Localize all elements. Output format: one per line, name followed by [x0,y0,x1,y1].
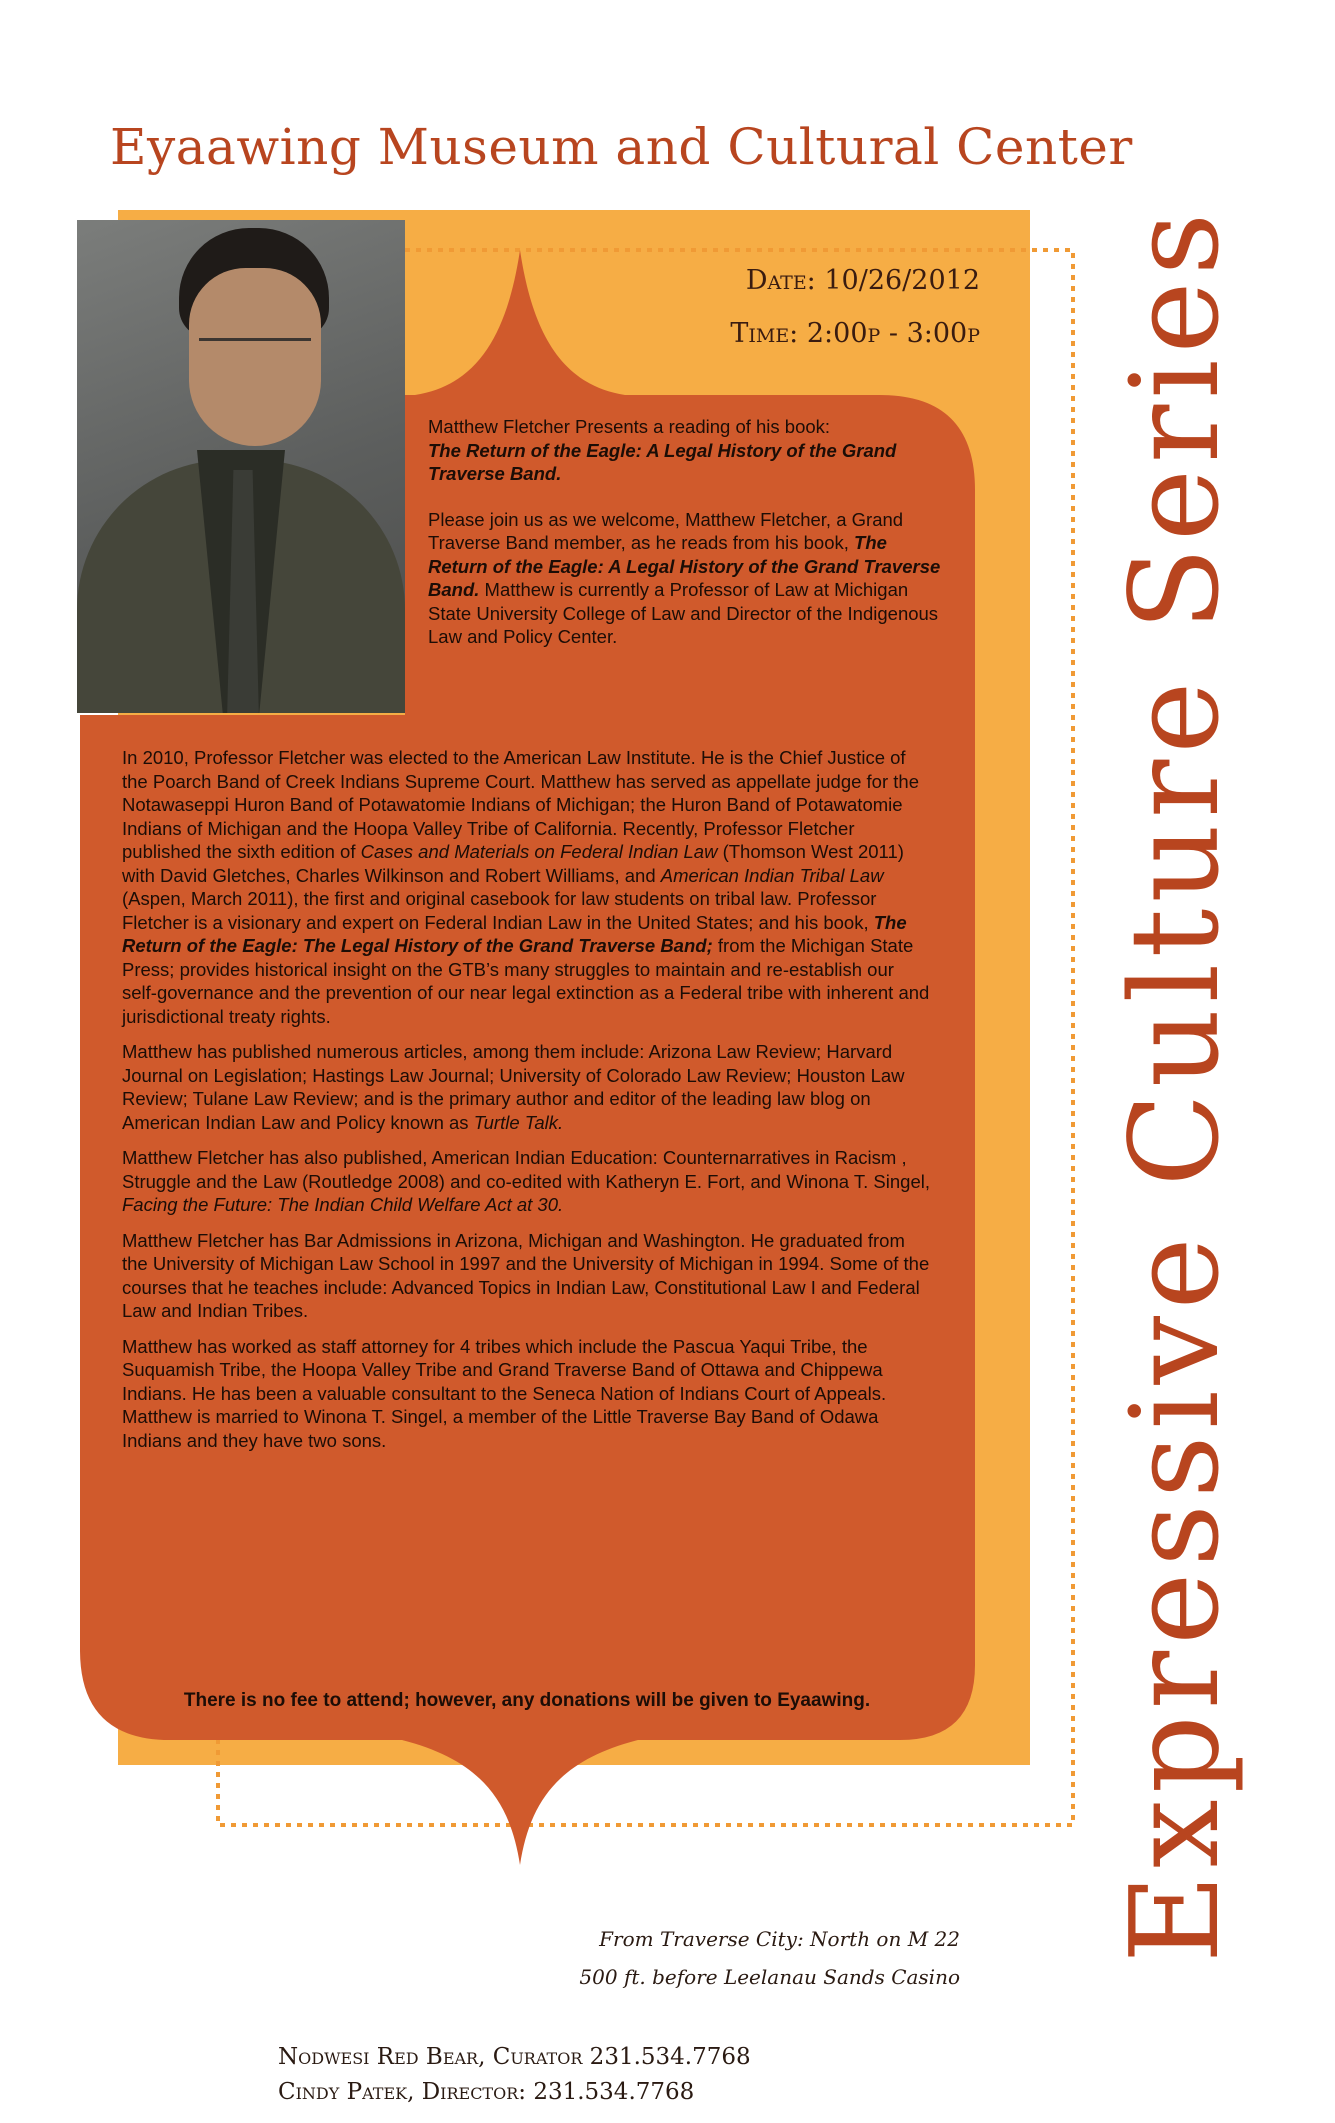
bio-paragraph-1: In 2010, Professor Fletcher was elected to the American Law Institute. He is the Chief Justice of the Poarch Band of Creek Indians Supreme Court. Matthew has served as appellate judge for the Notawaseppi Huron Band of Potawatomie Indians of Michigan; the Huron Band of Potawatomie Indians of Michigan and the Hoopa Valley Tribe of California. Recently, Professor Fletcher published the sixth edition of Cases and Materials on Federal Indian Law (Thomson West 2011) with David Gletches, Charles Wilkinson and Robert Williams, and American Indian Tribal Law (Aspen, March 2011), the first and original casebook for law students on tribal law. Professor Fletcher is a visionary and expert on Federal Indian Law in the United States; and his book, The Return of the Eagle: The Legal History of the Grand Traverse Band; from the Michigan State Press; provides historical insight on the GTB’s many struggles to maintain and re-establish our self-governance and the prevention of our near legal extinction as a Federal tribe with inherent and jurisdictional treaty rights. [122,747,930,1027]
directions [560,1920,960,1996]
contacts [278,2040,751,2110]
bio-paragraph-2: Matthew has published numerous articles, among them include: Arizona Law Review; Harvard Journal on Legislation; Hastings Law Journal; University of Colorado Law Review; Houston Law Review; Tulane Law Review; and is the primary author and editor of the leading law blog on American Indian Law and Policy known as Turtle Talk. [122,1041,905,1133]
director-contact: Cindy Patek, Director: 231.534.7768 [278,2079,695,2105]
event-time: Time: 2:00p - 3:00p [730,318,980,349]
intro-text [428,415,950,671]
fee-notice: There is no fee to attend; however, any donations will be given to Eyaawing. [183,1690,871,1711]
series-title: Expressive Culture Series [1104,206,1246,1964]
event-date: Date: 10/26/2012 [745,265,980,296]
bio-paragraph-3: Matthew Fletcher has also published, American Indian Education: Counternarratives in Racism , Struggle and the Law (Routledge 2008) and co-edited with Katheryn E. Fort, and Winona T. Singel, Facing the Future: The Indian Child Welfare Act at 30. [122,1147,930,1215]
intro-paragraph-1: Matthew Fletcher Presents a reading of his book: The Return of the Eagle: A Legal History of the Grand Traverse Band. [428,416,897,484]
bio-paragraph-4: Matthew Fletcher has Bar Admissions in Arizona, Michigan and Washington. He graduated from the University of Michigan Law School in 1997 and the University of Michigan in 1994. Some of the courses that he teaches include: Advanced Topics in Indian Law, Constitutional Law I and Federal Law and Indian Tribes. [122,1229,930,1321]
intro-paragraph-2: Please join us as we welcome, Matthew Fletcher, a Grand Traverse Band member, as he reads from his book, The Return of the Eagle: A Legal History of the Grand Traverse Band. Matthew is currently a Professor of Law at Michigan State University College of Law and Director of the Indigenous Law and Policy Center. [428,508,941,647]
portrait-photo [77,220,405,713]
curator-contact: Nodwesi Red Bear, Curator 231.534.7768 [278,2044,751,2070]
directions-line-2: 500 ft. before Leelanau Sands Casino [579,1965,960,1989]
bio-text [122,746,932,1464]
page-title: Eyaawing Museum and Cultural Center [110,118,1133,176]
bio-paragraph-5: Matthew has worked as staff attorney for 4 tribes which include the Pascua Yaqui Tribe, the Suquamish Tribe, the Hoopa Valley Tribe and Grand Traverse Band of Ottawa and Chippewa Indians. He has been a valuable consultant to the Seneca Nation of Indians Court of Appeals. Matthew is married to Winona T. Singel, a member of the Little Traverse Bay Band of Odawa Indians and they have two sons. [122,1335,887,1451]
directions-line-1: From Traverse City: North on M 22 [599,1927,960,1951]
